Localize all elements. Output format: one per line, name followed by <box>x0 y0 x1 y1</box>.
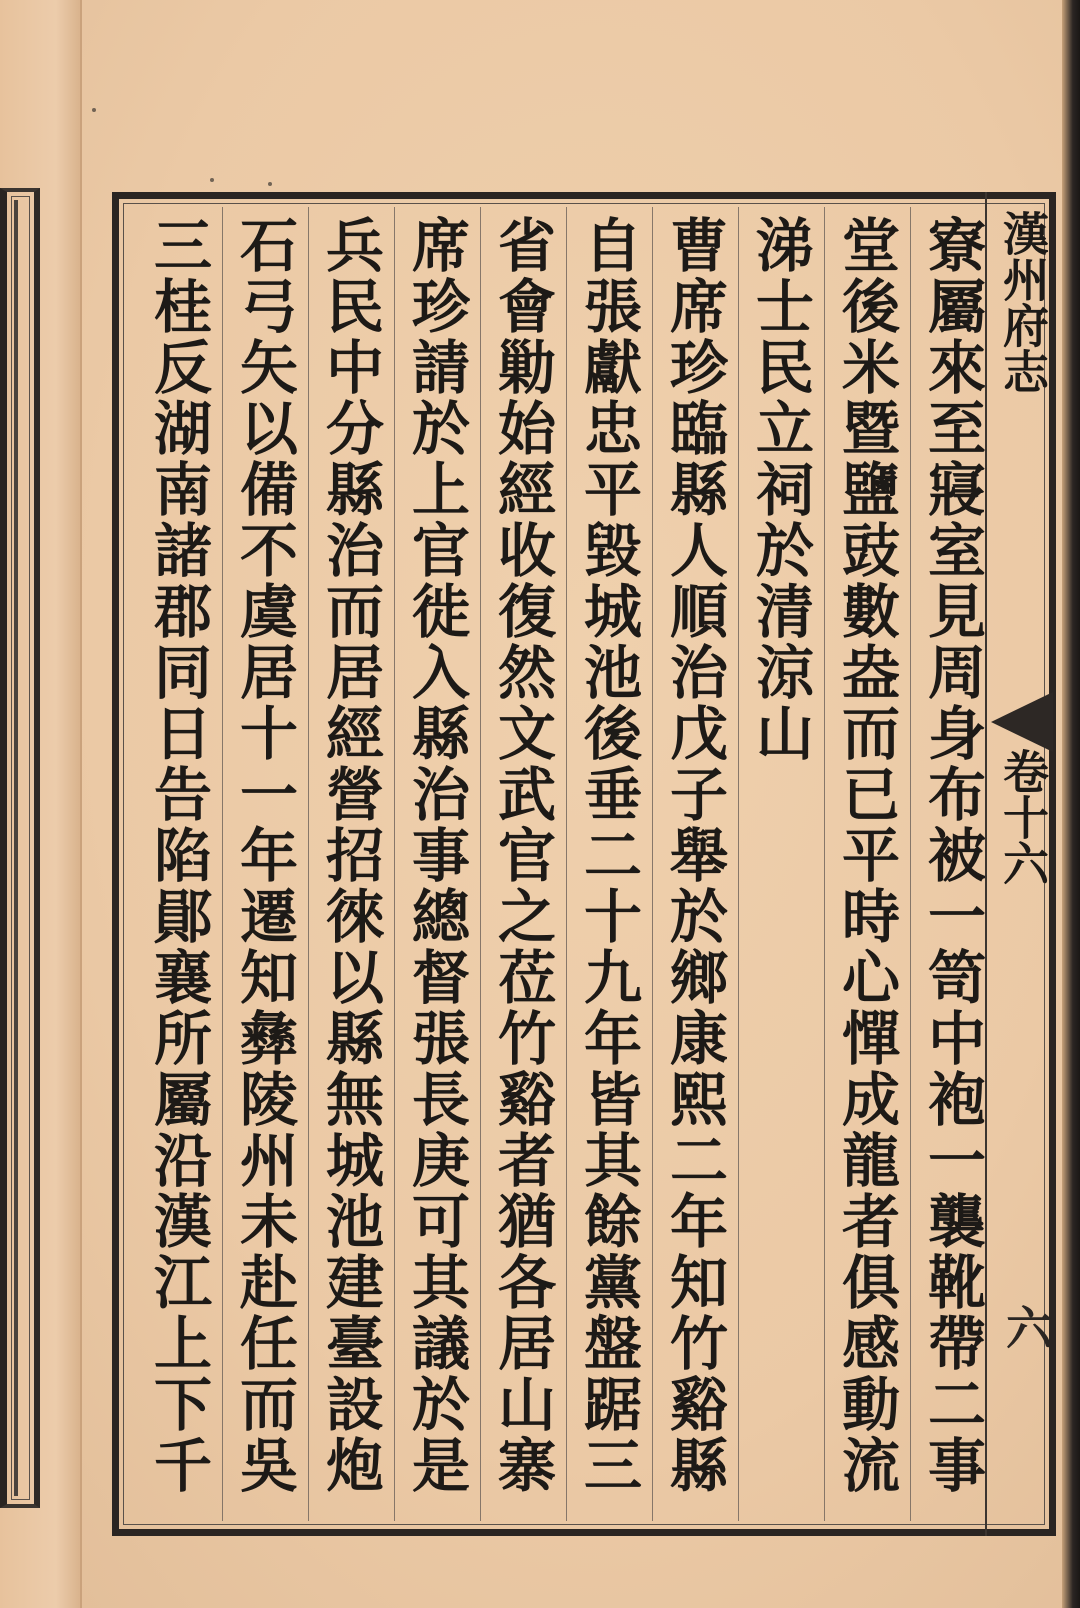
text-column <box>137 215 219 1525</box>
text-column <box>567 215 649 1525</box>
text-column <box>911 215 993 1525</box>
ink-speck <box>92 108 96 112</box>
adjacent-page-rule <box>14 200 18 1496</box>
book-title: 漢州府志 <box>996 210 1050 394</box>
column-text: 涕士民立祠於清涼山 <box>746 215 814 764</box>
text-column <box>825 215 907 1525</box>
adjacent-page-frame <box>0 188 40 1508</box>
page-edge-shadow <box>1062 0 1080 1608</box>
text-column <box>309 215 391 1525</box>
column-text: 兵民中分縣治而居經營招徠以縣無城池建臺設炮 <box>316 215 384 1496</box>
column-text: 省會勦始經收復然文武官之莅竹谿者猶各居山寨 <box>488 215 556 1496</box>
column-text: 自張獻忠平毀城池後垂二十九年皆其餘黨盤踞三 <box>574 215 642 1496</box>
column-text: 三桂反湖南諸郡同日告陷鄖襄所屬沿漢江上下千 <box>144 215 212 1496</box>
folio-number: 六 <box>999 1304 1053 1350</box>
column-text: 堂後米暨鹽豉數盎而已平時心憚成龍者俱感動流 <box>832 215 900 1496</box>
text-frame <box>112 192 1056 1536</box>
ink-speck <box>268 182 272 186</box>
fold-column <box>985 192 1056 1536</box>
adjacent-page-edge <box>0 0 82 1608</box>
volume-number: 卷十六 <box>996 748 1050 886</box>
ink-speck <box>210 178 214 182</box>
text-column <box>653 215 735 1525</box>
column-text: 曹席珍臨縣人順治戊子舉於鄉康熙二年知竹谿縣 <box>660 215 728 1496</box>
text-column <box>223 215 305 1525</box>
column-text: 席珍請於上官徙入縣治事總督張長庚可其議於是 <box>402 215 470 1496</box>
text-column <box>739 215 821 1525</box>
column-text: 寮屬來至寢室見周身布被一笥中袍一襲靴帶二事 <box>918 215 986 1496</box>
text-column <box>395 215 477 1525</box>
column-text: 石弓矢以備不虞居十一年遷知彝陵州未赴任而吳 <box>230 215 298 1496</box>
text-column <box>481 215 563 1525</box>
fishtail-mark-icon <box>991 692 1053 752</box>
